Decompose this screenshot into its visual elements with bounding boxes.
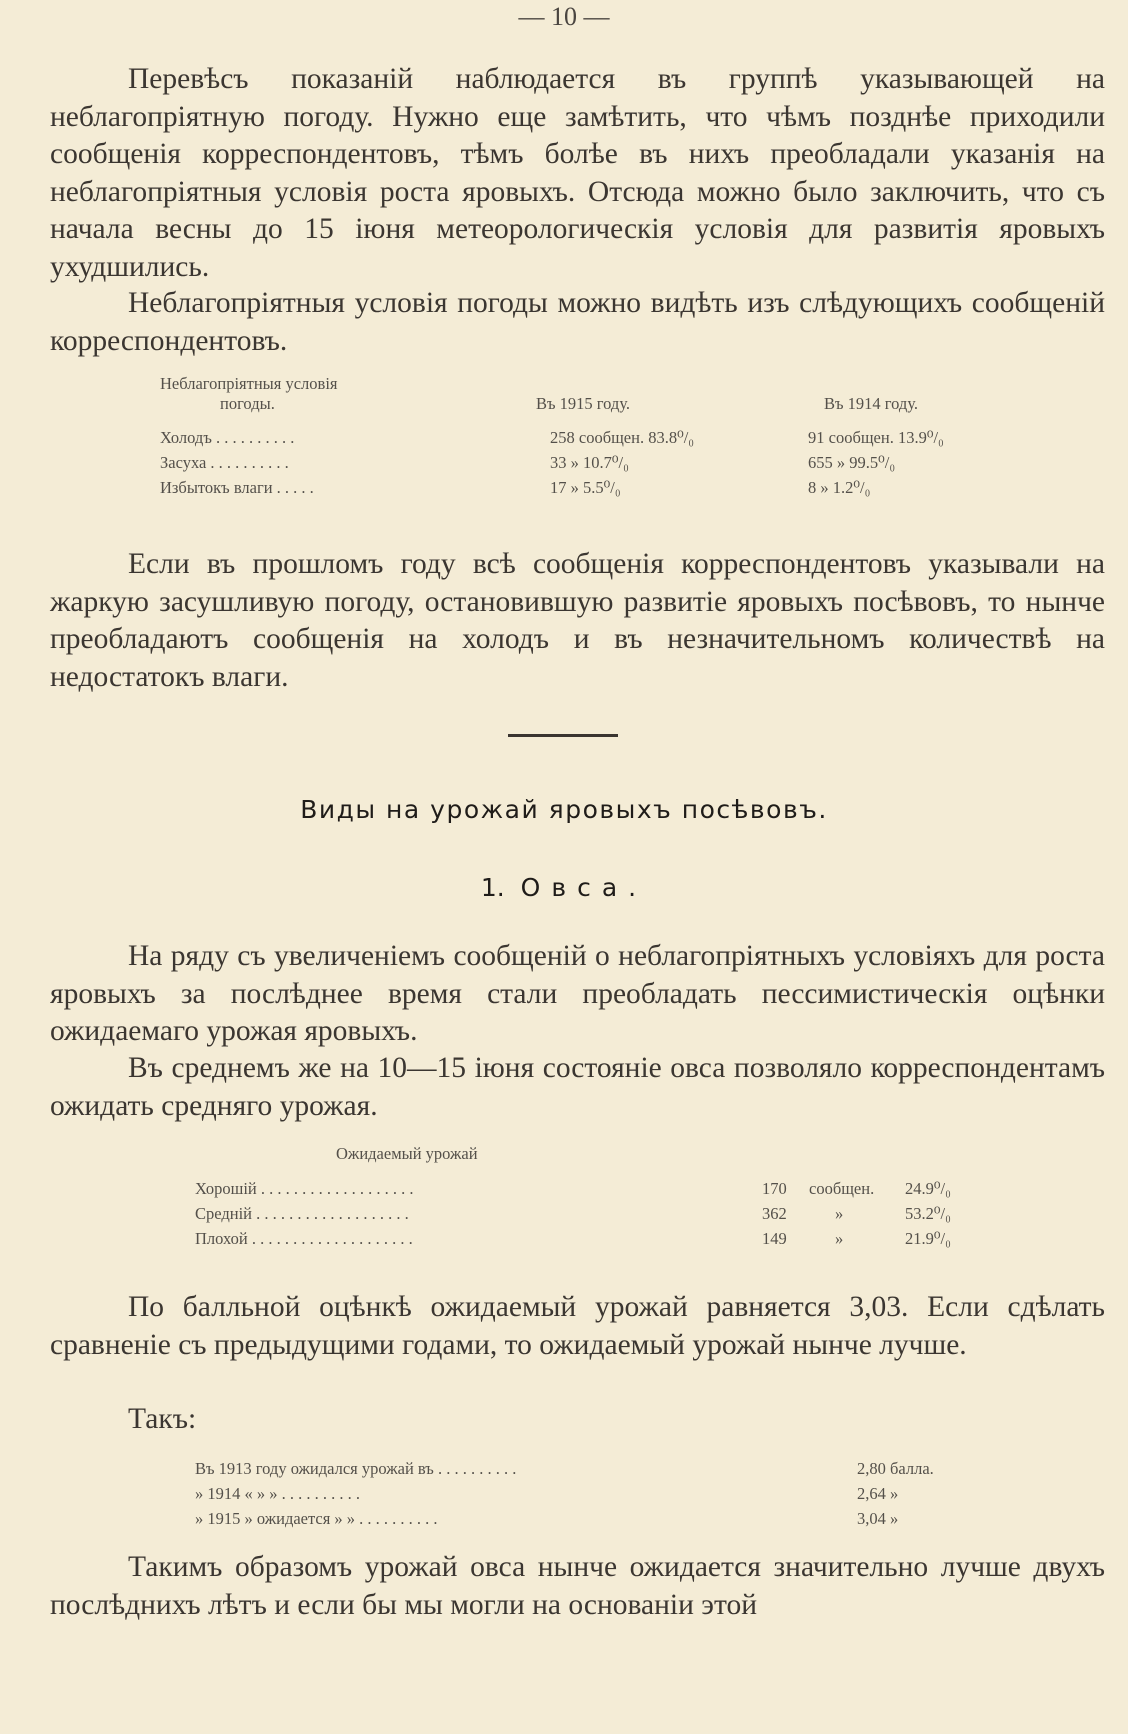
- section-title: Виды на урожай яровыхъ посѣвовъ.: [300, 795, 828, 824]
- weather-table-row: [160, 428, 1020, 453]
- weather-table-row: [160, 453, 1020, 478]
- harvest-row-unit: сообщен.: [809, 1179, 875, 1198]
- harvest-row-count: 149: [762, 1229, 787, 1248]
- paragraph-1: [50, 61, 1105, 286]
- weather-row-1914: 655 » 99.5⁰/₀: [808, 453, 896, 472]
- years-table-row: [195, 1459, 995, 1484]
- paragraph-8: [50, 1549, 1105, 1624]
- harvest-row-pct: 24.9⁰/₀: [905, 1179, 951, 1198]
- harvest-row-count: 170: [762, 1179, 787, 1198]
- weather-row-label: Засуха . . . . . . . . . .: [160, 453, 289, 472]
- harvest-row-pct: 21.9⁰/₀: [905, 1229, 951, 1248]
- subsection-number: 1.: [480, 873, 505, 902]
- harvest-row-label: Средній . . . . . . . . . . . . . . . . . . .: [195, 1204, 409, 1223]
- weather-row-1915: 258 сообщен. 83.8⁰/₀: [550, 428, 695, 447]
- weather-row-1914: 8 » 1.2⁰/₀: [808, 478, 871, 497]
- years-row-text: Въ 1913 году ожидался урожай въ . . . . . . . . . .: [195, 1459, 517, 1478]
- paragraph-2-text: Неблагопріятныя условія погоды можно видѣть изъ слѣдующихъ сообщеній корреспондентовъ.: [50, 287, 1105, 357]
- harvest-table-row: [195, 1179, 995, 1204]
- years-table-row: [195, 1509, 995, 1534]
- section-divider: [508, 734, 618, 737]
- weather-row-1914: 91 сообщен. 13.9⁰/₀: [808, 428, 944, 447]
- paragraph-7-text: Такъ:: [128, 1403, 197, 1435]
- weather-table-header-1914: Въ 1914 году.: [824, 394, 919, 413]
- paragraph-1-text: Перевѣсъ показаній наблюдается въ группѣ указывающей на неблагопріятную погоду. Нужно еще замѣтить, что чѣмъ позднѣе приходили сообщенія корреспондентовъ, тѣмъ болѣе въ нихъ преобладали указанія на неблагопріятныя условія роста яровыхъ. Отсюда можно было заключить, что съ начала весны до 15 іюня метеорологическія условія для развитія яровыхъ ухудшились.: [50, 63, 1105, 283]
- harvest-row-unit: »: [835, 1229, 844, 1248]
- weather-table-row: [160, 478, 1020, 503]
- harvest-row-unit: »: [835, 1204, 844, 1223]
- paragraph-2: [50, 285, 1105, 360]
- years-row-value: 2,64 »: [857, 1484, 899, 1503]
- paragraph-3: [50, 546, 1105, 696]
- weather-table: [160, 374, 1020, 503]
- harvest-table: [195, 1179, 995, 1254]
- weather-table-header-weather: погоды.: [220, 394, 275, 413]
- subsection-word: Овса.: [520, 873, 648, 902]
- weather-table-header-row-1: [160, 374, 1020, 394]
- harvest-table-row: [195, 1204, 995, 1229]
- weather-row-label: Избытокъ влаги . . . . .: [160, 478, 314, 497]
- harvest-row-pct: 53.2⁰/₀: [905, 1204, 951, 1223]
- harvest-row-label: Плохой . . . . . . . . . . . . . . . . . . . .: [195, 1229, 413, 1248]
- years-table-row: [195, 1484, 995, 1509]
- harvest-row-count: 362: [762, 1204, 787, 1223]
- years-row-value: 2,80 балла.: [857, 1459, 934, 1478]
- paragraph-6-text: По балльной оцѣнкѣ ожидаемый урожай равняется 3,03. Если сдѣлать сравненіе съ предыдущими годами, то ожидаемый урожай нынче лучше.: [50, 1291, 1105, 1361]
- years-table: [195, 1459, 995, 1534]
- paragraph-8-text: Такимъ образомъ урожай овса нынче ожидается значительно лучше двухъ послѣднихъ лѣтъ и если бы мы могли на основаніи этой: [50, 1551, 1105, 1621]
- weather-row-1915: 17 » 5.5⁰/₀: [550, 478, 621, 497]
- years-row-text: » 1915 » ожидается » » . . . . . . . . . .: [195, 1509, 438, 1528]
- weather-table-header-row-2: [160, 394, 1020, 428]
- years-row-value: 3,04 »: [857, 1509, 899, 1528]
- paragraph-4: [50, 938, 1105, 1051]
- paragraph-4-text: На ряду съ увеличеніемъ сообщеній о неблагопріятныхъ условіяхъ для роста яровыхъ за послѣднее время стали преобладать пессимистическія оцѣнки ожидаемаго урожая яровыхъ.: [50, 940, 1105, 1047]
- paragraph-5: [50, 1050, 1105, 1125]
- harvest-row-label: Хорошій . . . . . . . . . . . . . . . . . . .: [195, 1179, 414, 1198]
- weather-row-label: Холодъ . . . . . . . . . .: [160, 428, 295, 447]
- weather-row-1915: 33 » 10.7⁰/₀: [550, 453, 629, 472]
- paragraph-3-text: Если въ прошломъ году всѣ сообщенія корреспондентовъ указывали на жаркую засушливую погоду, остановившую развитіе яровыхъ посѣвовъ, то нынче преобладаютъ сообщенія на холодъ и въ незначительномъ количествѣ на недостатокъ влаги.: [50, 548, 1105, 693]
- paragraph-6: [50, 1289, 1105, 1364]
- harvest-table-row: [195, 1229, 995, 1254]
- weather-table-header-1915: Въ 1915 году.: [536, 394, 631, 413]
- paragraph-5-text: Въ среднемъ же на 10—15 іюня состояніе овса позволяло корреспондентамъ ожидать средняго урожая.: [50, 1052, 1105, 1122]
- years-row-text: » 1914 « » » . . . . . . . . . .: [195, 1484, 360, 1503]
- weather-table-header-conditions: Неблагопріятныя условія: [160, 374, 338, 393]
- harvest-table-caption: Ожидаемый урожай: [336, 1144, 478, 1163]
- subsection-title: [0, 873, 1128, 902]
- page-number: — 10 —: [518, 2, 610, 31]
- paragraph-7: [50, 1401, 1105, 1439]
